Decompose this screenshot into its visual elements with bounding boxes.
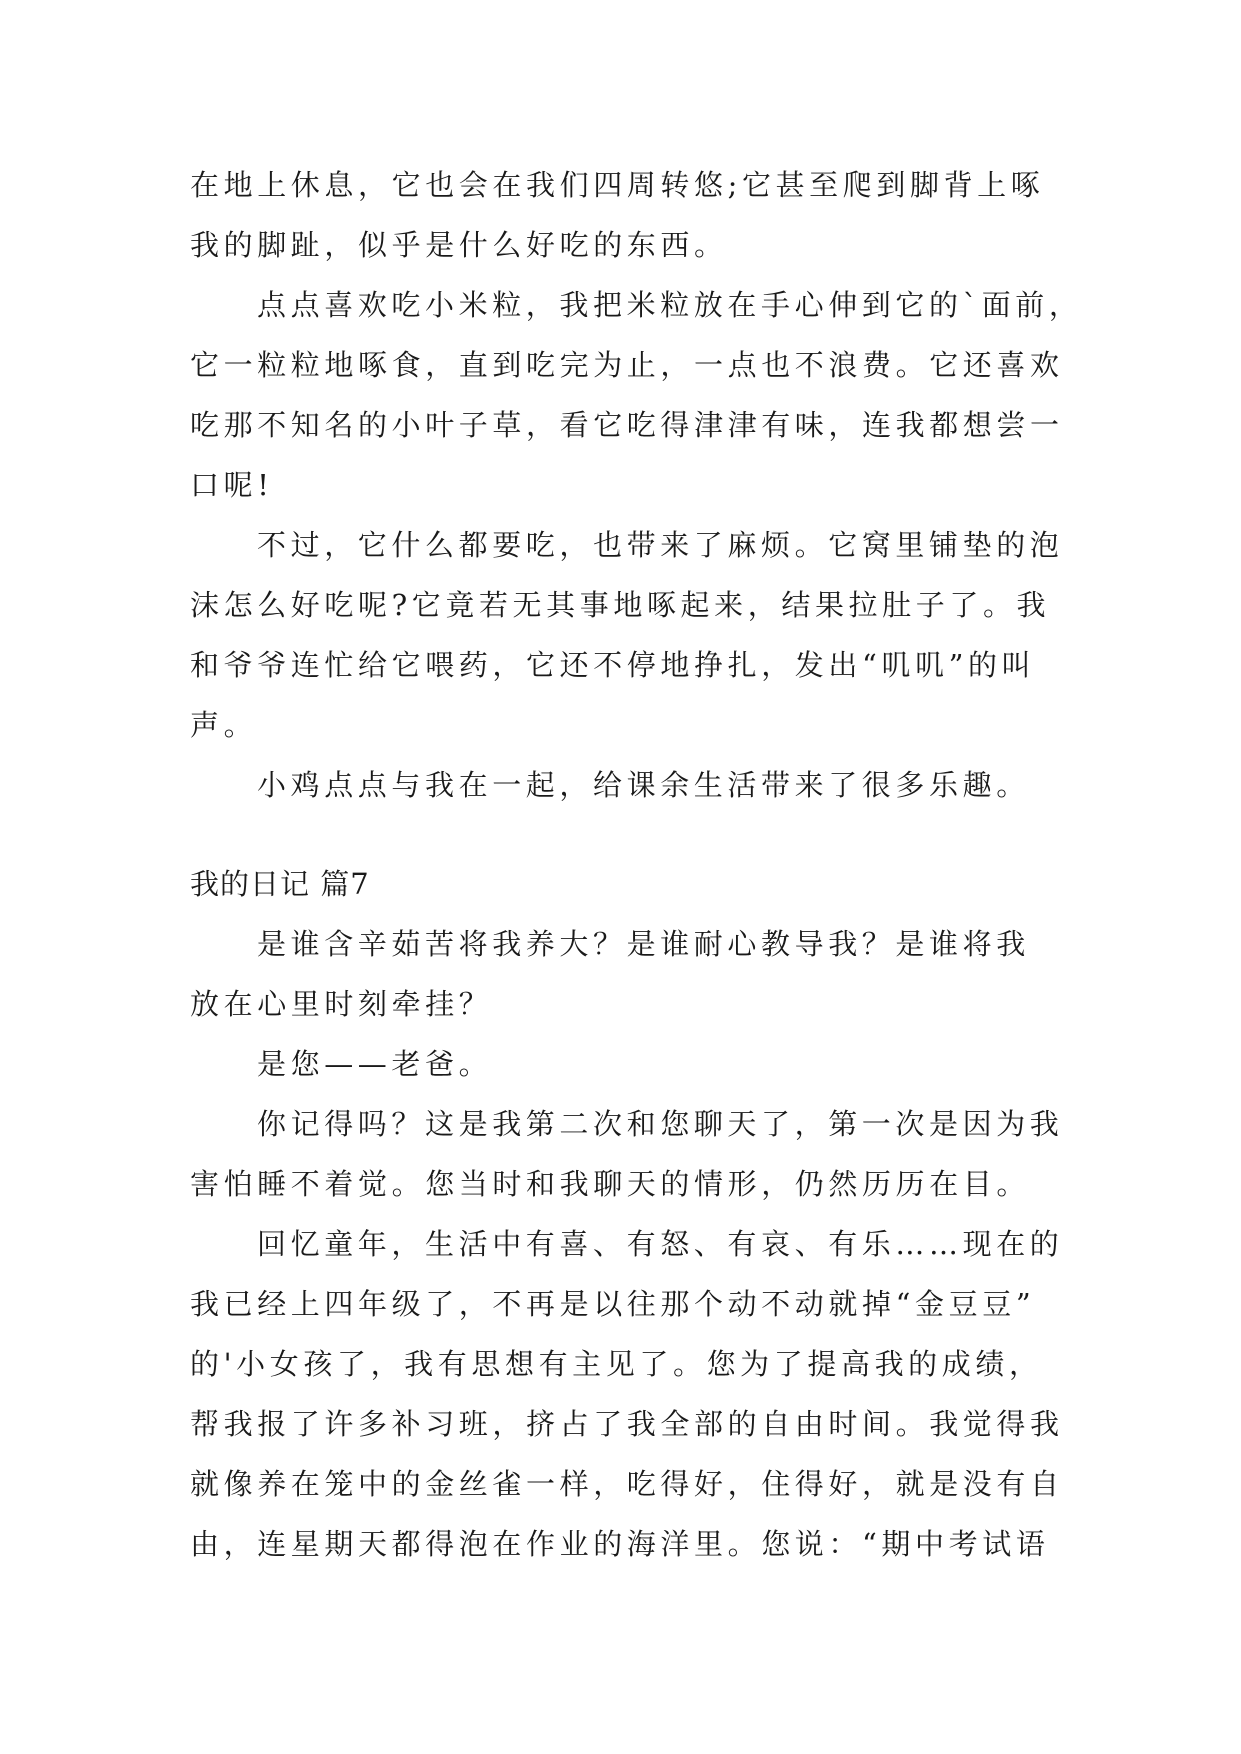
text-line: 的'小女孩了，我有思想有主见了。您为了提高我的成绩， (190, 1347, 1043, 1381)
text-line: 由，连星期天都得泡在作业的海洋里。您说：“期中考试语 (190, 1527, 1050, 1561)
text-line: 小鸡点点与我在一起，给课余生活带来了很多乐趣。 (257, 768, 1030, 802)
text-line: 点点喜欢吃小米粒，我把米粒放在手心伸到它的`面前， (257, 288, 1083, 322)
text-line: 沫怎么好吃呢?它竟若无其事地啄起来，结果拉肚子了。我 (190, 588, 1051, 622)
text-line: 就像养在笼中的金丝雀一样，吃得好，住得好，就是没有自 (190, 1467, 1064, 1501)
text-line: 它一粒粒地啄食，直到吃完为止，一点也不浪费。它还喜欢 (190, 348, 1064, 382)
text-line: 害怕睡不着觉。您当时和我聊天的情形，仍然历历在目。 (190, 1167, 1031, 1201)
text-line: 我已经上四年级了，不再是以往那个动不动就掉“金豆豆” (190, 1287, 1036, 1321)
text-line: 不过，它什么都要吃，也带来了麻烦。它窝里铺垫的泡 (257, 528, 1064, 562)
text-line: 吃那不知名的小叶子草，看它吃得津津有味，连我都想尝一 (190, 408, 1064, 442)
text-line: 回忆童年，生活中有喜、有怒、有哀、有乐……现在的 (257, 1227, 1064, 1261)
text-line: 声。 (190, 708, 258, 742)
text-line: 是您——老爸。 (257, 1047, 493, 1081)
text-line: 口呢! (190, 468, 274, 502)
text-line: 和爷爷连忙给它喂药，它还不停地挣扎，发出“叽叽”的叫 (190, 648, 1036, 682)
text-line: 在地上休息，它也会在我们四周转悠;它甚至爬到脚背上啄 (190, 168, 1045, 202)
text-line: 你记得吗？这是我第二次和您聊天了，第一次是因为我 (257, 1107, 1064, 1141)
section-heading: 我的日记 篇7 (190, 867, 370, 901)
text-line: 帮我报了许多补习班，挤占了我全部的自由时间。我觉得我 (190, 1407, 1064, 1441)
text-line: 我的脚趾，似乎是什么好吃的东西。 (190, 228, 728, 262)
text-line: 是谁含辛茹苦将我养大？是谁耐心教导我？是谁将我 (257, 927, 1030, 961)
text-line: 放在心里时刻牵挂？ (190, 987, 493, 1021)
